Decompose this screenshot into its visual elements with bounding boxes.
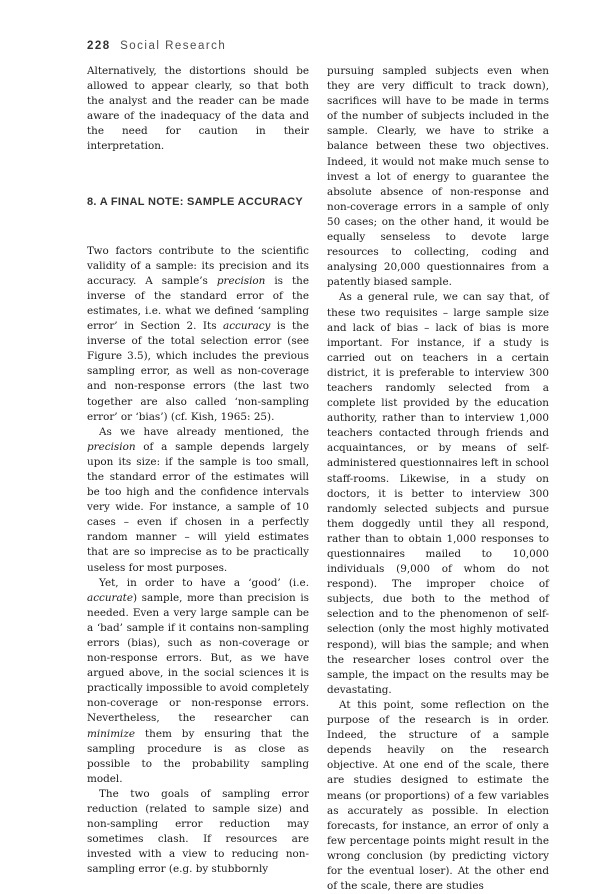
paragraph: Yet, in order to have a ‘good’ (i.e. accurate) sample, more than precision is needed. Even a very large sample can be a ‘bad’ sample if it contains non-sampling errors (bias), such as non-coverage or non-response errors. But, as we have argued above, in the social sciences it is practically impossible to avoid completely non-coverage or non-response errors. Nevertheless, the researcher can minimize them by ensuring that the sampling procedure is as close as possible to the probability sampling model. xyxy=(87,576,309,785)
paragraph: Two factors contribute to the scientific validity of a sample: its precision and its accuracy. A sample’s precision is the inverse of the standard error of the estimates, i.e. what we defined ‘sampling error’ in Section 2. Its accuracy is the inverse of the total selection error (see Figure 3.5), which includes the previous sampling error, as well as non-coverage and non-response errors (the last two together are also called ‘non-sampling error’ or ‘bias’) (cf. Kish, 1965: 25). xyxy=(87,244,310,423)
paragraph: The two goals of sampling error reduction (related to sample size) and non-sampling error reduction may sometimes clash. If resources are invested with a view to reducing non-sampling error (e.g. by stubbornly xyxy=(87,787,309,876)
running-title: Social Research xyxy=(120,40,227,52)
paragraph: pursuing sampled subjects even when they are very difficult to track down), sacrifices will have to be made in terms of the number of subjects included in the sample. Clearly, we have to strike a balance between these two objectives. Indeed, it would not make much sense to invest a lot of energy to guarantee the absolute absence of non-response and non-coverage errors in a sample of only 50 cases; on the other hand, it would be equally senseless to devote large resources to collecting, coding and analysing 20,000 questionnaires from a patently biased sample. xyxy=(327,65,549,289)
running-head xyxy=(87,40,226,52)
left-column xyxy=(87,64,309,878)
paragraph: As we have already mentioned, the precision of a sample depends largely upon its size: if the sample is too small, the standard error of the estimates will be too high and the confidence intervals very wide. For instance, a sample of 10 cases – even if chosen in a perfectly random manner – will yield estimates that are so imprecise as to be practically useless for most purposes. xyxy=(87,425,309,574)
paragraph: At this point, some reflection on the purpose of the research is in order. Indeed, the structure of a sample depends heavily on the research objective. At one end of the scale, there are studies designed to estimate the means (or proportions) of a few variables as accurately as possible. In election forecasts, for instance, an error of only a few percentage points might result in the wrong conclusion (by predicting victory for the eventual loser). At the other end of the scale, there are studies xyxy=(327,698,549,893)
section-heading: 8. A FINAL NOTE: SAMPLE ACCURACY xyxy=(87,195,303,208)
paragraph: As a general rule, we can say that, of these two requisites – large sample size and lack of bias – lack of bias is more important. For instance, if a study is carried out on teachers in a certain district, it is preferable to interview 300 teachers randomly selected from a complete list provided by the education authority, rather than to interview 1,000 teachers contacted through friends and acquaintances, or by means of self-administered questionnaires left in school staff-rooms. Likewise, in a study on doctors, it is better to interview 300 randomly selected subjects and pursue them doggedly until they all respond, rather than to obtain 1,000 responses to questionnaires mailed to 10,000 individuals (9,000 of whom do not respond). The improper choice of subjects, due both to the method of selection and to the phenomenon of self-selection (only the most highly motivated respond), will bias the sample; and when the researcher loses control over the sample, the impact on the results may be devastating. xyxy=(327,291,549,696)
page-number: 228 xyxy=(87,40,111,52)
right-column xyxy=(327,64,549,894)
paragraph: Alternatively, the distortions should be allowed to appear clearly, so that both the analyst and the reader can be made aware of the inadequacy of the data and the need for caution in their interpretation. xyxy=(87,65,309,153)
